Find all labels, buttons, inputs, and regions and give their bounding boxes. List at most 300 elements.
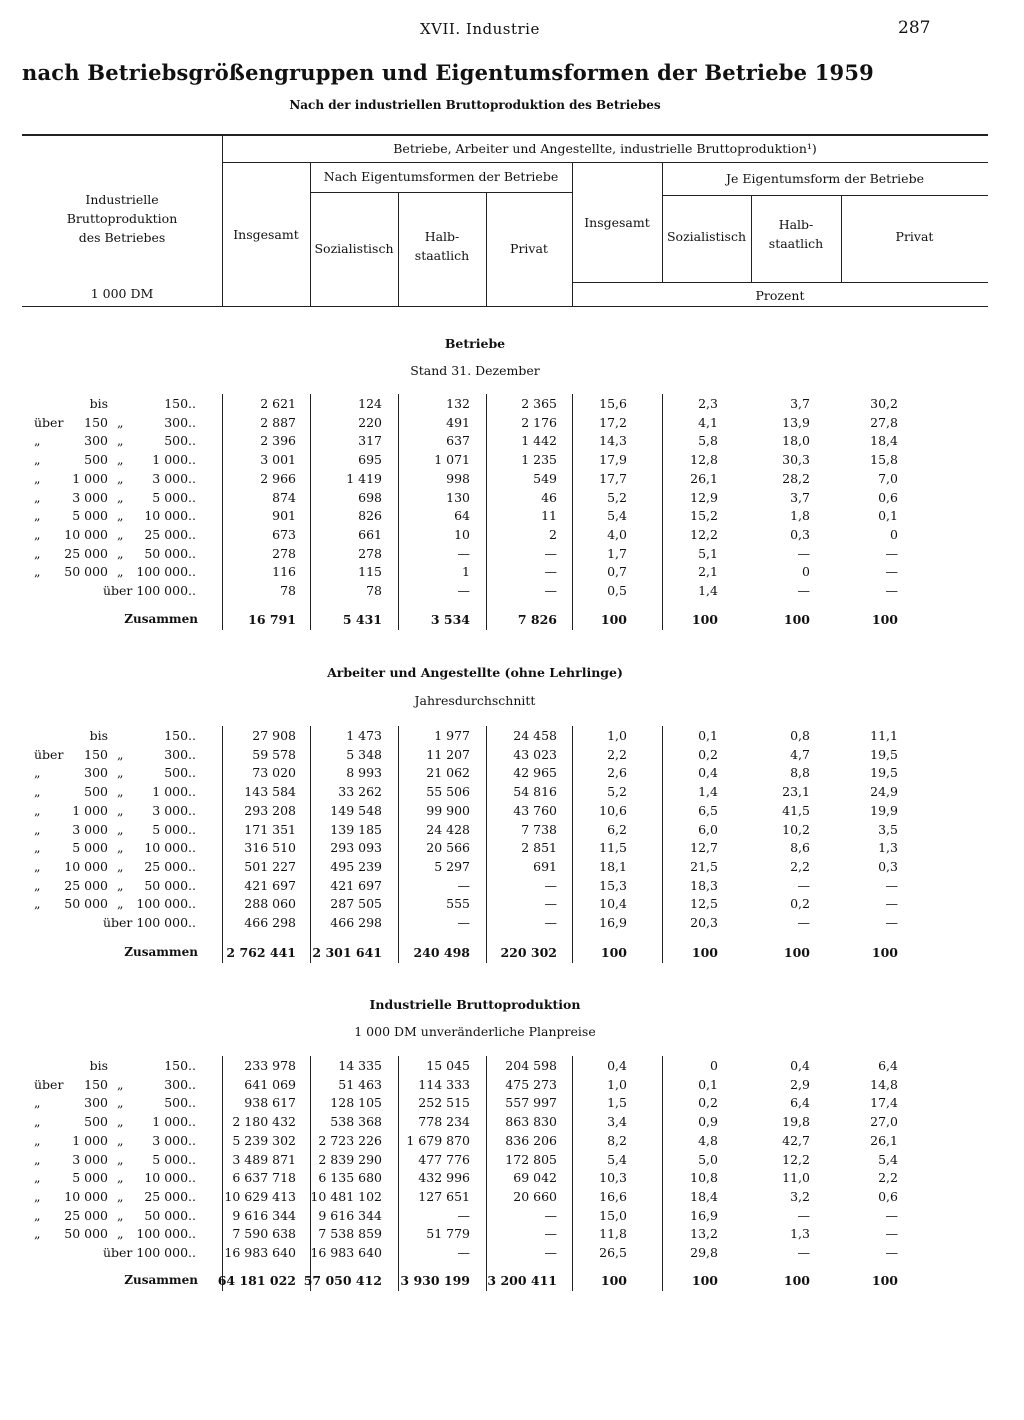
cell-halbstaatlich: 998 bbox=[446, 470, 470, 486]
row-label-prefix: „ bbox=[34, 564, 41, 580]
row-label-to: 10 000.. bbox=[144, 508, 196, 524]
row-label-from: 50 000 bbox=[64, 1226, 108, 1242]
cell-halbstaatlich-pct: 1,8 bbox=[790, 508, 810, 524]
cell-sozialistisch: 421 697 bbox=[330, 877, 382, 893]
cell-sozialistisch: 293 093 bbox=[330, 840, 382, 856]
cell-privat-pct: 18,4 bbox=[870, 433, 898, 449]
cell-insgesamt-pct: 0,4 bbox=[607, 1058, 627, 1073]
cell-insgesamt: 78 bbox=[280, 583, 296, 598]
cell-sozialistisch-pct: 18,4 bbox=[690, 1188, 718, 1204]
cell-privat-pct: 30,2 bbox=[870, 396, 898, 411]
row-label-from: 25 000 bbox=[64, 877, 108, 893]
cell-halbstaatlich: 127 651 bbox=[418, 1188, 470, 1204]
row-label-to: 1 000.. bbox=[152, 1114, 196, 1130]
cell-privat: — bbox=[544, 1245, 557, 1260]
cell-sozialistisch: 287 505 bbox=[330, 896, 382, 912]
row-label-prefix: „ bbox=[34, 1095, 41, 1111]
row-label-from: 5 000 bbox=[72, 508, 108, 524]
cell-insgesamt-pct: 11,8 bbox=[599, 1226, 627, 1242]
cell-sozialistisch: 495 239 bbox=[330, 858, 382, 874]
cell-insgesamt: 293 208 bbox=[244, 802, 296, 818]
row-label-prefix: „ bbox=[34, 802, 41, 818]
cell-sozialistisch-pct: 21,5 bbox=[690, 858, 718, 874]
cell-halbstaatlich-pct: 4,7 bbox=[790, 746, 810, 762]
row-label-prefix: „ bbox=[34, 433, 41, 449]
row-label-to: 300.. bbox=[164, 1076, 196, 1092]
cell-insgesamt-pct: 6,2 bbox=[607, 821, 627, 837]
row-label-prefix: „ bbox=[34, 1226, 41, 1242]
row-label-sep: „ bbox=[117, 746, 124, 762]
row-label-sep: „ bbox=[117, 1095, 124, 1111]
cell-sozialistisch-pct: 6,5 bbox=[698, 802, 718, 818]
cell-privat: 1 235 bbox=[521, 452, 557, 468]
total-insgesamt-pct: 100 bbox=[600, 1273, 627, 1288]
cell-privat-pct: — bbox=[885, 1226, 898, 1242]
row-label-sep: „ bbox=[117, 1076, 124, 1092]
cell-privat-pct: 0 bbox=[890, 526, 898, 542]
cell-halbstaatlich: 5 297 bbox=[434, 858, 470, 874]
cell-halbstaatlich: 130 bbox=[446, 489, 470, 505]
row-label-to: 50 000.. bbox=[144, 1207, 196, 1223]
header-rule-2a bbox=[310, 192, 572, 193]
header-nach-eigentum: Nach Eigentumsformen der Betriebe bbox=[323, 169, 559, 184]
row-label-from: 150 bbox=[84, 414, 108, 430]
cell-privat-pct: 2,2 bbox=[878, 1170, 898, 1186]
cell-halbstaatlich: 20 566 bbox=[426, 840, 470, 856]
row-label-sep: „ bbox=[117, 414, 124, 430]
row-label-prefix: „ bbox=[34, 1170, 41, 1186]
cell-halbstaatlich: 778 234 bbox=[418, 1114, 470, 1130]
cell-sozialistisch: 220 bbox=[358, 414, 382, 430]
cell-privat-pct: 11,1 bbox=[870, 728, 898, 743]
total-sozialistisch-pct: 100 bbox=[691, 945, 718, 960]
cell-sozialistisch-pct: 4,8 bbox=[698, 1132, 718, 1148]
cell-privat: 475 273 bbox=[505, 1076, 557, 1092]
row-label-from: 150 bbox=[84, 746, 108, 762]
cell-sozialistisch: 698 bbox=[358, 489, 382, 505]
cell-sozialistisch-pct: 12,2 bbox=[690, 526, 718, 542]
row-label-prefix: über bbox=[34, 746, 64, 762]
row-label-from: 1 000 bbox=[72, 802, 108, 818]
cell-sozialistisch: 16 983 640 bbox=[310, 1245, 382, 1260]
cell-privat-pct: — bbox=[885, 896, 898, 912]
total-privat: 7 826 bbox=[517, 612, 557, 627]
cell-privat: 2 851 bbox=[521, 840, 557, 856]
col-sozialistisch: Sozialistisch bbox=[314, 241, 394, 256]
row-label-sep: „ bbox=[117, 1207, 124, 1223]
total-halbstaatlich: 3 930 199 bbox=[400, 1273, 470, 1288]
cell-halbstaatlich-pct: 2,2 bbox=[790, 858, 810, 874]
cell-sozialistisch-pct: 0,1 bbox=[698, 728, 718, 743]
total-insgesamt-pct: 100 bbox=[600, 945, 627, 960]
row-label-prefix: „ bbox=[34, 489, 41, 505]
section-title: Betriebe bbox=[444, 336, 506, 351]
cell-privat-pct: 15,8 bbox=[870, 452, 898, 468]
cell-insgesamt-pct: 1,0 bbox=[607, 1076, 627, 1092]
row-label-to: 50 000.. bbox=[144, 877, 196, 893]
cell-privat-pct: 0,6 bbox=[878, 1188, 898, 1204]
total-privat: 3 200 411 bbox=[487, 1273, 557, 1288]
cell-insgesamt: 316 510 bbox=[244, 840, 296, 856]
cell-halbstaatlich: 55 506 bbox=[426, 784, 470, 800]
cell-privat-pct: — bbox=[885, 583, 898, 598]
cell-insgesamt-pct: 14,3 bbox=[599, 433, 627, 449]
cell-insgesamt: 501 227 bbox=[244, 858, 296, 874]
page-title: nach Betriebsgrößengruppen und Eigentumsformen der Betriebe 1959 bbox=[22, 60, 874, 85]
cell-halbstaatlich: 24 428 bbox=[426, 821, 470, 837]
cell-sozialistisch: 1 419 bbox=[346, 470, 382, 486]
row-label-to: 1 000.. bbox=[152, 784, 196, 800]
cell-sozialistisch-pct: 6,0 bbox=[698, 821, 718, 837]
cell-privat-pct: 0,1 bbox=[878, 508, 898, 524]
cell-halbstaatlich-pct: 0,8 bbox=[790, 728, 810, 743]
row-label-to: 25 000.. bbox=[144, 858, 196, 874]
cell-privat-pct: 27,0 bbox=[870, 1114, 898, 1130]
row-label-sep: „ bbox=[117, 802, 124, 818]
cell-sozialistisch-pct: 5,0 bbox=[698, 1151, 718, 1167]
column-divider bbox=[310, 394, 311, 630]
cell-halbstaatlich-pct: 23,1 bbox=[782, 784, 810, 800]
cell-privat-pct: — bbox=[885, 545, 898, 561]
cell-insgesamt: 3 001 bbox=[260, 452, 296, 468]
cell-insgesamt-pct: 17,7 bbox=[599, 470, 627, 486]
cell-halbstaatlich: 10 bbox=[454, 526, 470, 542]
row-label-to: 10 000.. bbox=[144, 1170, 196, 1186]
cell-privat: — bbox=[544, 896, 557, 912]
cell-sozialistisch-pct: 0,4 bbox=[698, 765, 718, 781]
cell-privat-pct: 3,5 bbox=[878, 821, 898, 837]
header-vline-1 bbox=[222, 134, 223, 306]
row-label-to: 5 000.. bbox=[152, 821, 196, 837]
row-label-sep: „ bbox=[117, 784, 124, 800]
section-subtitle: 1 000 DM unveränderliche Planpreise bbox=[354, 1024, 596, 1039]
cell-halbstaatlich: — bbox=[457, 915, 470, 930]
row-label-from: bis bbox=[89, 728, 108, 743]
row-label-from: 1 000 bbox=[72, 470, 108, 486]
cell-sozialistisch: 826 bbox=[358, 508, 382, 524]
row-label-from: bis bbox=[89, 396, 108, 411]
cell-halbstaatlich-pct: 0,2 bbox=[790, 896, 810, 912]
cell-insgesamt: 2 180 432 bbox=[232, 1114, 296, 1130]
cell-halbstaatlich-pct: — bbox=[797, 877, 810, 893]
header-bottom-rule bbox=[22, 306, 988, 307]
col-sozialistisch-pct: Sozialistisch bbox=[666, 229, 747, 244]
total-insgesamt: 64 181 022 bbox=[217, 1273, 296, 1288]
cell-privat-pct: 19,5 bbox=[870, 746, 898, 762]
total-insgesamt: 2 762 441 bbox=[226, 945, 296, 960]
cell-insgesamt-pct: 5,4 bbox=[607, 508, 627, 524]
cell-sozialistisch: 2 839 290 bbox=[318, 1151, 382, 1167]
cell-sozialistisch: 149 548 bbox=[330, 802, 382, 818]
cell-privat: 24 458 bbox=[513, 728, 557, 743]
total-insgesamt: 16 791 bbox=[248, 612, 296, 627]
col-halbstaatlich-pct-line2: staatlich bbox=[768, 236, 824, 251]
row-label-to: 5 000.. bbox=[152, 489, 196, 505]
cell-sozialistisch-pct: 5,8 bbox=[698, 433, 718, 449]
cell-insgesamt-pct: 5,4 bbox=[607, 1151, 627, 1167]
cell-privat: 2 176 bbox=[521, 414, 557, 430]
cell-insgesamt: 7 590 638 bbox=[232, 1226, 296, 1242]
row-label-prefix: „ bbox=[34, 1132, 41, 1148]
cell-privat: — bbox=[544, 877, 557, 893]
row-label-from: 10 000 bbox=[64, 858, 108, 874]
row-label-to: 150.. bbox=[164, 1058, 196, 1073]
row-label-to: 25 000.. bbox=[144, 526, 196, 542]
cell-insgesamt: 143 584 bbox=[244, 784, 296, 800]
cell-privat: — bbox=[544, 564, 557, 580]
cell-sozialistisch-pct: 5,1 bbox=[698, 545, 718, 561]
row-label-prefix: „ bbox=[34, 545, 41, 561]
cell-halbstaatlich-pct: 11,0 bbox=[782, 1170, 810, 1186]
column-divider bbox=[222, 394, 223, 630]
cell-halbstaatlich: 432 996 bbox=[418, 1170, 470, 1186]
stub-header-line1: Industrielle bbox=[85, 192, 159, 207]
column-divider bbox=[572, 726, 573, 963]
cell-halbstaatlich: 114 333 bbox=[418, 1076, 470, 1092]
cell-insgesamt-pct: 10,6 bbox=[599, 802, 627, 818]
cell-halbstaatlich-pct: — bbox=[797, 1245, 810, 1260]
cell-privat-pct: 1,3 bbox=[878, 840, 898, 856]
column-divider bbox=[662, 1056, 663, 1291]
row-label-from: 3 000 bbox=[72, 1151, 108, 1167]
cell-privat: 836 206 bbox=[505, 1132, 557, 1148]
cell-sozialistisch-pct: 12,5 bbox=[690, 896, 718, 912]
row-label-to: 100 000.. bbox=[136, 1226, 196, 1242]
cell-sozialistisch: 538 368 bbox=[330, 1114, 382, 1130]
cell-halbstaatlich: 99 900 bbox=[426, 802, 470, 818]
row-label-prefix: „ bbox=[34, 765, 41, 781]
cell-insgesamt: 466 298 bbox=[244, 915, 296, 930]
cell-insgesamt-pct: 16,9 bbox=[599, 915, 627, 930]
cell-halbstaatlich: 555 bbox=[446, 896, 470, 912]
cell-halbstaatlich-pct: 1,3 bbox=[790, 1226, 810, 1242]
total-sozialistisch: 2 301 641 bbox=[312, 945, 382, 960]
row-label-sep: „ bbox=[117, 765, 124, 781]
cell-insgesamt-pct: 16,6 bbox=[599, 1188, 627, 1204]
cell-privat: 557 997 bbox=[505, 1095, 557, 1111]
cell-privat-pct: 17,4 bbox=[870, 1095, 898, 1111]
cell-sozialistisch: 9 616 344 bbox=[318, 1207, 382, 1223]
cell-sozialistisch: 695 bbox=[358, 452, 382, 468]
row-label-to: 3 000.. bbox=[152, 470, 196, 486]
section-title: Industrielle Bruttoproduktion bbox=[369, 997, 581, 1012]
cell-halbstaatlich: — bbox=[457, 1207, 470, 1223]
cell-privat: 69 042 bbox=[513, 1170, 557, 1186]
cell-privat: 691 bbox=[533, 858, 557, 874]
total-sozialistisch: 5 431 bbox=[342, 612, 382, 627]
row-label-to: 300.. bbox=[164, 414, 196, 430]
stub-header bbox=[22, 190, 222, 247]
header-vline-5 bbox=[572, 162, 573, 306]
cell-privat: 42 965 bbox=[513, 765, 557, 781]
cell-halbstaatlich-pct: 42,7 bbox=[782, 1132, 810, 1148]
cell-sozialistisch: 7 538 859 bbox=[318, 1226, 382, 1242]
cell-halbstaatlich-pct: — bbox=[797, 1207, 810, 1223]
total-halbstaatlich-pct: 100 bbox=[783, 1273, 810, 1288]
cell-sozialistisch-pct: 15,2 bbox=[690, 508, 718, 524]
cell-sozialistisch: 115 bbox=[358, 564, 382, 580]
cell-insgesamt: 2 887 bbox=[260, 414, 296, 430]
cell-insgesamt: 10 629 413 bbox=[224, 1188, 296, 1204]
cell-insgesamt: 116 bbox=[272, 564, 296, 580]
cell-privat: 2 365 bbox=[521, 396, 557, 411]
cell-halbstaatlich: 11 207 bbox=[426, 746, 470, 762]
row-label-from: bis bbox=[89, 1058, 108, 1073]
cell-sozialistisch: 1 473 bbox=[346, 728, 382, 743]
row-label-prefix: über bbox=[34, 1076, 64, 1092]
cell-privat: — bbox=[544, 915, 557, 930]
row-label-prefix: „ bbox=[34, 1188, 41, 1204]
cell-privat-pct: 24,9 bbox=[870, 784, 898, 800]
cell-sozialistisch: 5 348 bbox=[346, 746, 382, 762]
row-label-to: 50 000.. bbox=[144, 545, 196, 561]
cell-privat: 20 660 bbox=[513, 1188, 557, 1204]
section-subtitle: Jahresdurchschnitt bbox=[414, 693, 536, 708]
cell-privat-pct: 19,9 bbox=[870, 802, 898, 818]
column-divider bbox=[572, 394, 573, 630]
cell-insgesamt-pct: 18,1 bbox=[599, 858, 627, 874]
cell-insgesamt-pct: 15,6 bbox=[599, 396, 627, 411]
cell-insgesamt-pct: 4,0 bbox=[607, 526, 627, 542]
cell-privat: — bbox=[544, 1207, 557, 1223]
cell-sozialistisch: 6 135 680 bbox=[318, 1170, 382, 1186]
cell-sozialistisch: 78 bbox=[366, 583, 382, 598]
row-label-prefix: „ bbox=[34, 452, 41, 468]
cell-halbstaatlich-pct: 0,3 bbox=[790, 526, 810, 542]
column-divider bbox=[572, 1056, 573, 1291]
cell-privat-pct: 6,4 bbox=[878, 1058, 898, 1073]
page-subtitle: Nach der industriellen Bruttoproduktion des Betriebes bbox=[289, 98, 661, 112]
row-label-sep: „ bbox=[117, 433, 124, 449]
cell-insgesamt-pct: 11,5 bbox=[599, 840, 627, 856]
cell-sozialistisch: 33 262 bbox=[338, 784, 382, 800]
header-top: Betriebe, Arbeiter und Angestellte, industrielle Bruttoproduktion¹) bbox=[393, 141, 817, 156]
cell-insgesamt-pct: 5,2 bbox=[607, 489, 627, 505]
section-title: Arbeiter und Angestellte (ohne Lehrlinge) bbox=[327, 665, 623, 680]
cell-insgesamt: 288 060 bbox=[244, 896, 296, 912]
cell-insgesamt: 16 983 640 bbox=[224, 1245, 296, 1260]
cell-privat-pct: 27,8 bbox=[870, 414, 898, 430]
cell-halbstaatlich: 477 776 bbox=[418, 1151, 470, 1167]
cell-halbstaatlich: 1 977 bbox=[434, 728, 470, 743]
row-label-sep: „ bbox=[117, 470, 124, 486]
cell-privat: 549 bbox=[533, 470, 557, 486]
row-label-sep: „ bbox=[117, 1226, 124, 1242]
header-rule-2b bbox=[662, 195, 988, 196]
cell-privat: 2 bbox=[549, 526, 557, 542]
total-privat: 220 302 bbox=[500, 945, 557, 960]
col-halbstaatlich-line2: staatlich bbox=[414, 248, 470, 263]
cell-sozialistisch-pct: 0,2 bbox=[698, 746, 718, 762]
cell-privat-pct: 26,1 bbox=[870, 1132, 898, 1148]
cell-halbstaatlich: 491 bbox=[446, 414, 470, 430]
total-privat-pct: 100 bbox=[871, 612, 898, 627]
total-halbstaatlich: 240 498 bbox=[413, 945, 470, 960]
row-label-to: 100 000.. bbox=[136, 564, 196, 580]
chapter-heading: XVII. Industrie bbox=[420, 20, 540, 38]
total-halbstaatlich-pct: 100 bbox=[783, 612, 810, 627]
cell-privat-pct: 19,5 bbox=[870, 765, 898, 781]
column-divider bbox=[222, 1056, 223, 1291]
cell-sozialistisch-pct: 18,3 bbox=[690, 877, 718, 893]
cell-privat: 46 bbox=[541, 489, 557, 505]
cell-privat-pct: 5,4 bbox=[878, 1151, 898, 1167]
row-label-prefix: „ bbox=[34, 858, 41, 874]
cell-sozialistisch-pct: 12,9 bbox=[690, 489, 718, 505]
row-label-prefix: „ bbox=[34, 896, 41, 912]
total-sozialistisch-pct: 100 bbox=[691, 1273, 718, 1288]
row-label-from: 300 bbox=[84, 765, 108, 781]
cell-sozialistisch-pct: 2,1 bbox=[698, 564, 718, 580]
cell-halbstaatlich-pct: 13,9 bbox=[782, 414, 810, 430]
row-label-from: 1 000 bbox=[72, 1132, 108, 1148]
cell-sozialistisch-pct: 0,2 bbox=[698, 1095, 718, 1111]
cell-insgesamt-pct: 0,7 bbox=[607, 564, 627, 580]
cell-insgesamt-pct: 1,5 bbox=[607, 1095, 627, 1111]
cell-halbstaatlich-pct: 3,7 bbox=[790, 489, 810, 505]
cell-privat-pct: — bbox=[885, 1245, 898, 1260]
cell-halbstaatlich: 637 bbox=[446, 433, 470, 449]
cell-halbstaatlich: — bbox=[457, 1245, 470, 1260]
cell-insgesamt: 27 908 bbox=[252, 728, 296, 743]
row-label-prefix: „ bbox=[34, 784, 41, 800]
row-label-sep: „ bbox=[117, 1151, 124, 1167]
row-label-to: 500.. bbox=[164, 765, 196, 781]
row-label-sep: „ bbox=[117, 489, 124, 505]
header-rule-3 bbox=[572, 282, 988, 283]
row-label-sep: „ bbox=[117, 1114, 124, 1130]
row-label-prefix: „ bbox=[34, 821, 41, 837]
cell-sozialistisch-pct: 16,9 bbox=[690, 1207, 718, 1223]
cell-insgesamt-pct: 8,2 bbox=[607, 1132, 627, 1148]
row-label-from: 3 000 bbox=[72, 821, 108, 837]
column-divider bbox=[222, 726, 223, 963]
row-label-prefix: „ bbox=[34, 526, 41, 542]
column-divider bbox=[398, 726, 399, 963]
total-label: Zusammen bbox=[124, 945, 198, 959]
row-label-sep: „ bbox=[117, 877, 124, 893]
cell-halbstaatlich: — bbox=[457, 583, 470, 598]
row-label-from: 3 000 bbox=[72, 489, 108, 505]
row-label-sep: „ bbox=[117, 452, 124, 468]
col-halbstaatlich-line1: Halb- bbox=[424, 229, 460, 244]
column-divider bbox=[486, 394, 487, 630]
row-label-to: 3 000.. bbox=[152, 802, 196, 818]
cell-sozialistisch-pct: 10,8 bbox=[690, 1170, 718, 1186]
row-label-from: 25 000 bbox=[64, 1207, 108, 1223]
cell-insgesamt: 278 bbox=[272, 545, 296, 561]
cell-sozialistisch-pct: 13,2 bbox=[690, 1226, 718, 1242]
cell-halbstaatlich-pct: 0,4 bbox=[790, 1058, 810, 1073]
row-label-sep: „ bbox=[117, 821, 124, 837]
cell-sozialistisch: 51 463 bbox=[338, 1076, 382, 1092]
row-label-sep: „ bbox=[117, 508, 124, 524]
cell-insgesamt-pct: 15,0 bbox=[599, 1207, 627, 1223]
row-label-from: 25 000 bbox=[64, 545, 108, 561]
row-label-to: 10 000.. bbox=[144, 840, 196, 856]
cell-privat-pct: 7,0 bbox=[878, 470, 898, 486]
cell-halbstaatlich-pct: 12,2 bbox=[782, 1151, 810, 1167]
row-label-to: über 100 000.. bbox=[102, 915, 196, 930]
column-divider bbox=[398, 1056, 399, 1291]
row-label-to: 100 000.. bbox=[136, 896, 196, 912]
row-label-from: 5 000 bbox=[72, 1170, 108, 1186]
row-label-prefix: über bbox=[34, 414, 64, 430]
cell-privat-pct: 0,6 bbox=[878, 489, 898, 505]
cell-halbstaatlich-pct: 28,2 bbox=[782, 470, 810, 486]
cell-insgesamt: 6 637 718 bbox=[232, 1170, 296, 1186]
cell-privat: — bbox=[544, 545, 557, 561]
